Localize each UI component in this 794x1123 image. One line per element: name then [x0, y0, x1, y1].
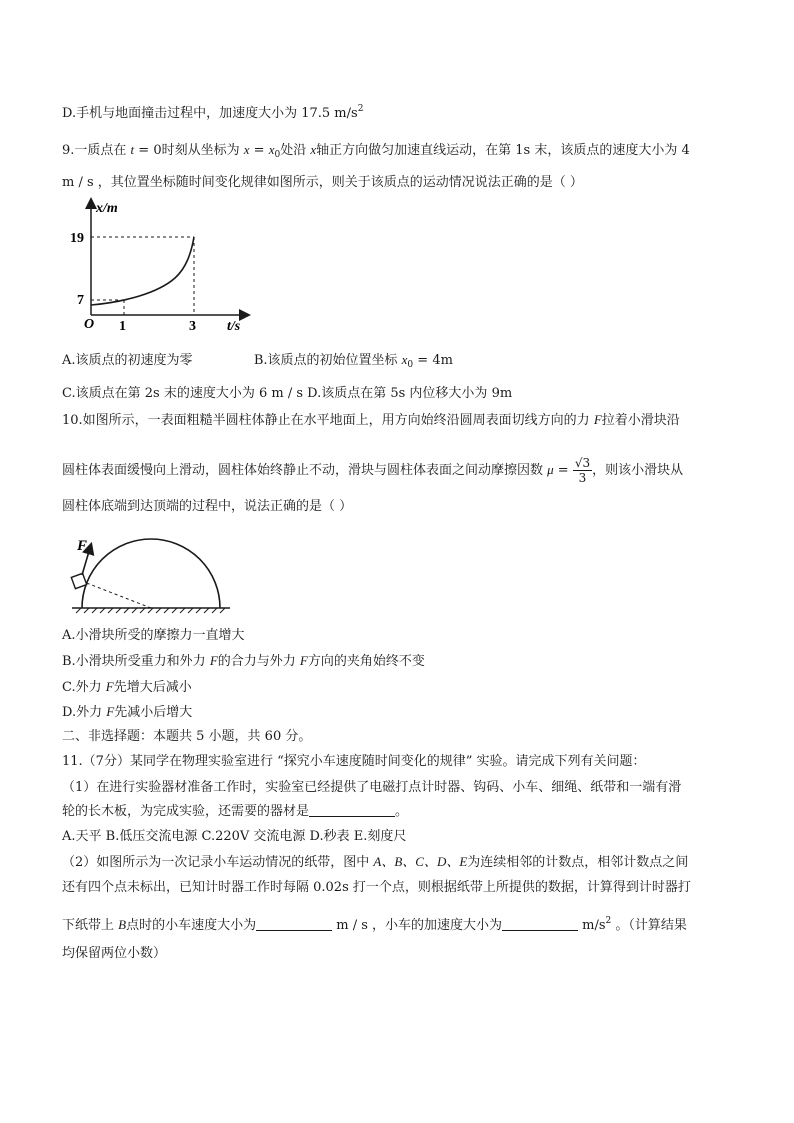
y-tick-19: 19 — [70, 231, 84, 246]
q11-text: 为连续相邻的计数点，相邻计数点之间 — [467, 855, 689, 870]
q10-fraction-numerator: √3 — [574, 456, 591, 470]
q10-text: 10.如图所示，一表面粗糙半圆柱体静止在水平地面上，用方向始终沿圆周表面切线方向的力 — [62, 413, 594, 428]
q11-part1-line2 — [62, 803, 408, 821]
q11-text: 。 — [395, 804, 409, 819]
q11-text: m / s ，小车的加速度大小为 — [332, 918, 503, 933]
q11-answer-blank-acceleration[interactable] — [502, 918, 578, 931]
q11-text: 下纸带上 — [62, 918, 119, 933]
q8-option-d-exponent: 2 — [357, 104, 364, 114]
q10-text: ，则该小滑块从 — [592, 463, 684, 478]
q10-option-d-text: D.外力 — [62, 705, 107, 720]
q11-part2-line2 — [62, 879, 691, 897]
q9-var-x: x — [243, 142, 250, 157]
q11-points-letters: A、B、C、D、E — [373, 854, 468, 869]
q11-text: （1）在进行实验器材准备工作时，实验室已经提供了电磁打点计时器、钩码、小车、细绳、纸带和一端有滑 — [62, 780, 682, 795]
q9-option-b-text: B.该质点的初始位置坐标 — [253, 353, 402, 368]
q10-text: 圆柱体表面缓慢向上滑动，圆柱体始终静止不动，滑块与圆柱体表面之间动摩擦因数 — [62, 463, 548, 478]
q10-stem-line2 — [62, 454, 683, 487]
q11-part2-line4 — [62, 945, 166, 963]
q9-option-a: A.该质点的初速度为零 — [62, 353, 193, 368]
q8-option-d-text: D.手机与地面撞击过程中，加速度大小为 17.5 m/s — [62, 106, 358, 121]
q10-fraction — [573, 456, 592, 485]
q11-text: 均保留两位小数） — [62, 946, 167, 961]
x-tick-1: 1 — [119, 319, 126, 334]
q11-part2-line3 — [62, 912, 687, 935]
q11-exponent: 2 — [605, 916, 612, 926]
q9-var-x-axis: x — [310, 142, 317, 157]
q10-fraction-denominator: 3 — [578, 471, 587, 485]
q10-option-b-text: 方向的夹角始终不变 — [307, 654, 425, 669]
q9-options-ab — [62, 351, 453, 374]
q10-option-d-text: 先减小后增大 — [114, 705, 193, 720]
x-tick-3: 3 — [189, 319, 196, 334]
section-2-heading — [62, 728, 311, 746]
origin-label: O — [84, 317, 95, 332]
y-axis-label: x/m — [96, 201, 118, 216]
q9-position-time-graph — [70, 198, 260, 338]
q9-text: 处沿 — [280, 143, 311, 158]
q9-option-b — [254, 353, 453, 368]
q10-option-a — [62, 627, 245, 645]
q11-part1-options — [62, 828, 406, 846]
q10-option-c — [62, 678, 192, 697]
q10-text: 圆柱体底端到达顶端的过程中，说法正确的是（ ） — [62, 499, 353, 514]
q9-var-x0: x — [268, 142, 275, 157]
q9-text: = 0时刻从坐标为 — [134, 143, 244, 158]
parabola-curve — [91, 237, 194, 305]
q10-option-d-var: F — [106, 704, 115, 719]
q10-var-F: F — [593, 412, 602, 427]
q10-half-cylinder-figure — [62, 530, 237, 620]
q10-stem-line3 — [62, 498, 352, 516]
q10-option-b-var: F — [209, 653, 218, 668]
q10-option-c-var: F — [105, 679, 114, 694]
q11-options-text: A.天平 B.低压交流电源 C.220V 交流电源 D.秒表 E.刻度尺 — [62, 829, 407, 844]
q10-var-mu: μ — [547, 462, 554, 477]
q11-answer-blank-1[interactable] — [309, 804, 395, 817]
q9-var-t: t — [130, 142, 135, 157]
q9-option-b-text: = 4m — [413, 353, 453, 368]
q9-option-b-sub: 0 — [407, 360, 414, 370]
q9-stem-line2 — [62, 174, 583, 192]
q11-text: 点时的小车速度大小为 — [126, 918, 257, 933]
q10-option-b-var: F — [299, 653, 308, 668]
q11-text: 还有四个点未标出，已知计时器工作时每隔 0.02s 打一个点，则根据纸带上所提供的数据，计算得到计时器打 — [62, 880, 691, 895]
q10-stem-line1 — [62, 411, 680, 430]
q9-subscript: 0 — [274, 150, 281, 160]
q9-text: = — [249, 143, 269, 158]
q11-text: 轮的长木板，为完成实验，还需要的器材是 — [62, 804, 310, 819]
q10-option-c-text: 先增大后减小 — [113, 680, 192, 695]
q9-option-b-var: x — [401, 352, 408, 367]
slider-block — [71, 573, 86, 588]
q9-text: m / s ，其位置坐标随时间变化规律如图所示，则关于该质点的运动情况说法正确的是（ ） — [62, 175, 583, 190]
q11-answer-blank-velocity[interactable] — [256, 918, 332, 931]
q11-part1-line1 — [62, 779, 681, 797]
q9-options-cd — [62, 385, 512, 403]
half-cylinder-arc — [82, 539, 220, 608]
q10-option-b-text: B.小滑块所受重力和外力 — [62, 654, 210, 669]
q9-text: 9.一质点在 — [62, 143, 131, 158]
q10-text: = — [553, 463, 573, 478]
q10-option-c-text: C.外力 — [62, 680, 106, 695]
q11-text: 。（计算结果 — [611, 918, 687, 933]
q10-text: 拉着小滑块沿 — [601, 413, 680, 428]
q11-intro — [62, 753, 646, 771]
y-tick-7: 7 — [77, 293, 84, 308]
q10-option-b-text: 的合力与外力 — [217, 654, 300, 669]
q9-option-cd-text: C.该质点在第 2s 末的速度大小为 6 m / s D.该质点在第 5s 内位移大小为 9m — [62, 386, 513, 401]
q11-point-B: B — [118, 917, 127, 932]
q8-option-d — [62, 100, 363, 123]
section-2-heading-text: 二、非选择题：本题共 5 小题，共 60 分。 — [62, 729, 312, 744]
q11-part2-line1 — [62, 853, 688, 872]
force-label: F — [77, 538, 88, 554]
q10-option-a-text: A.小滑块所受的摩擦力一直增大 — [62, 628, 245, 643]
q11-intro-text: 11.（7分）某同学在物理实验室进行 “探究小车速度随时间变化的规律” 实验。请完成下列有关问题： — [62, 754, 646, 769]
radius-dashed-line — [84, 582, 151, 608]
q11-text: m/s — [578, 918, 606, 933]
q11-text: （2）如图所示为一次记录小车运动情况的纸带，图中 — [62, 855, 374, 870]
x-axis-label: t/s — [227, 319, 241, 334]
q9-stem-line1 — [62, 141, 690, 164]
q9-text: 轴正方向做匀加速直线运动，在第 1s 末，该质点的速度大小为 4 — [316, 143, 690, 158]
q10-option-b — [62, 652, 425, 671]
q10-option-d — [62, 703, 192, 722]
